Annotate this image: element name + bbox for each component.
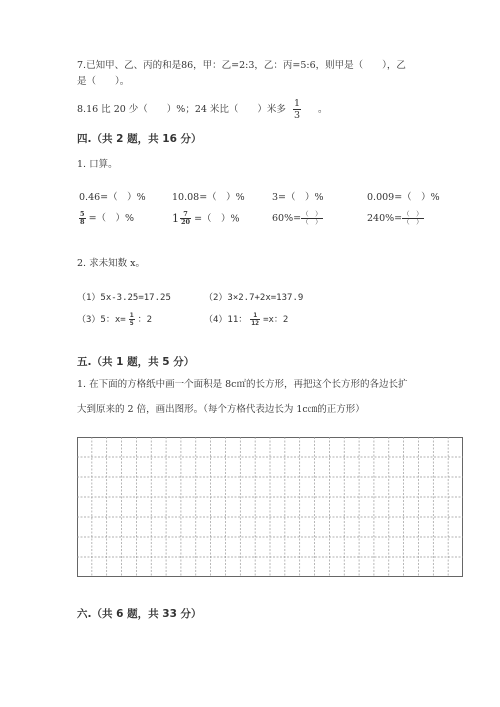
- equation-4-num: 1: [250, 312, 260, 320]
- equation-1: （1）5x-3.25=17.25: [77, 293, 171, 303]
- equation-3-fraction: [129, 312, 135, 327]
- q8-line: [77, 98, 328, 121]
- q8-text: 8.16 比 20 少（ ）%；24 米比（ ）米多: [77, 104, 286, 115]
- calc-8-den: （ ）: [403, 218, 423, 226]
- calc-4: 0.009=（ ）%: [367, 192, 440, 203]
- calc-6-den: 20: [181, 218, 191, 226]
- equation-3-den: 5: [129, 319, 134, 327]
- section5-title: 五.（共 1 题，共 5 分）: [77, 356, 195, 368]
- calc-3: 3=（ ）%: [272, 192, 324, 203]
- calc-5-den: 8: [80, 218, 85, 226]
- calc-6-mixed: [172, 211, 191, 226]
- calc-5-num: 5: [80, 210, 85, 218]
- section6-title: 六.（共 6 题，共 33 分）: [77, 608, 202, 620]
- calc-6-whole: 1: [172, 211, 179, 225]
- grid-paper[interactable]: [77, 437, 463, 577]
- calc-6-num: 7: [180, 211, 191, 219]
- equation-4-tail: =x：2: [263, 315, 289, 325]
- s4-q1-title: 1. 口算。: [77, 159, 118, 170]
- q7-line2: 是（ ）。: [77, 76, 130, 87]
- calc-8-num: （ ）: [403, 210, 423, 218]
- calc-7-num: （ ）: [302, 210, 322, 218]
- calc-7-fraction: [301, 211, 323, 226]
- q8-frac-den: 3: [293, 110, 301, 121]
- q8-tail: 。: [318, 104, 328, 115]
- calc-7-den: （ ）: [302, 218, 322, 226]
- s4-q2-title: 2. 求未知数 x。: [77, 258, 145, 269]
- calc-1: 0.46=（ ）%: [79, 192, 146, 203]
- q7-line1: 7.已知甲、乙、丙的和是86，甲：乙=2:3，乙：丙=5:6，则甲是（ ），乙: [77, 60, 406, 71]
- s5-q1-line1: 1. 在下面的方格纸中画一个面积是 8c㎡的长方形，再把这个长方形的各边长扩: [77, 379, 408, 390]
- calc-8-head: 240%=: [367, 213, 403, 224]
- equation-3-num: 1: [129, 311, 134, 319]
- calc-6-tail: =（ ）%: [194, 213, 240, 225]
- calc-6: [172, 211, 240, 226]
- equation-4-fraction: [250, 312, 260, 327]
- equation-3-head: （3）5：x=: [77, 315, 126, 325]
- equation-4: [204, 312, 288, 327]
- calc-5-tail: =（ ）%: [88, 213, 135, 224]
- calc-5: [79, 211, 134, 226]
- equation-4-den: 12: [251, 319, 260, 327]
- calc-7-head: 60%=: [272, 213, 302, 224]
- equation-3: [77, 312, 152, 327]
- equation-3-tail: ：2: [137, 315, 153, 325]
- equation-4-head: （4）11：: [204, 315, 248, 325]
- section4-title: 四.（共 2 题，共 16 分）: [77, 133, 202, 145]
- calc-2: 10.08=（ ）%: [172, 192, 245, 203]
- q8-fraction: [293, 98, 301, 121]
- calc-7: [272, 211, 323, 226]
- equation-2: （2）3×2.7+2x=137.9: [204, 293, 304, 303]
- q8-frac-num: 1: [293, 98, 301, 109]
- s5-q1-line2: 大到原来的 2 倍，画出图形。（每个方格代表边长为 1c㎝的正方形）: [77, 404, 365, 415]
- calc-8-fraction: [402, 211, 424, 226]
- calc-5-fraction: [79, 211, 86, 226]
- calc-8: [367, 211, 424, 226]
